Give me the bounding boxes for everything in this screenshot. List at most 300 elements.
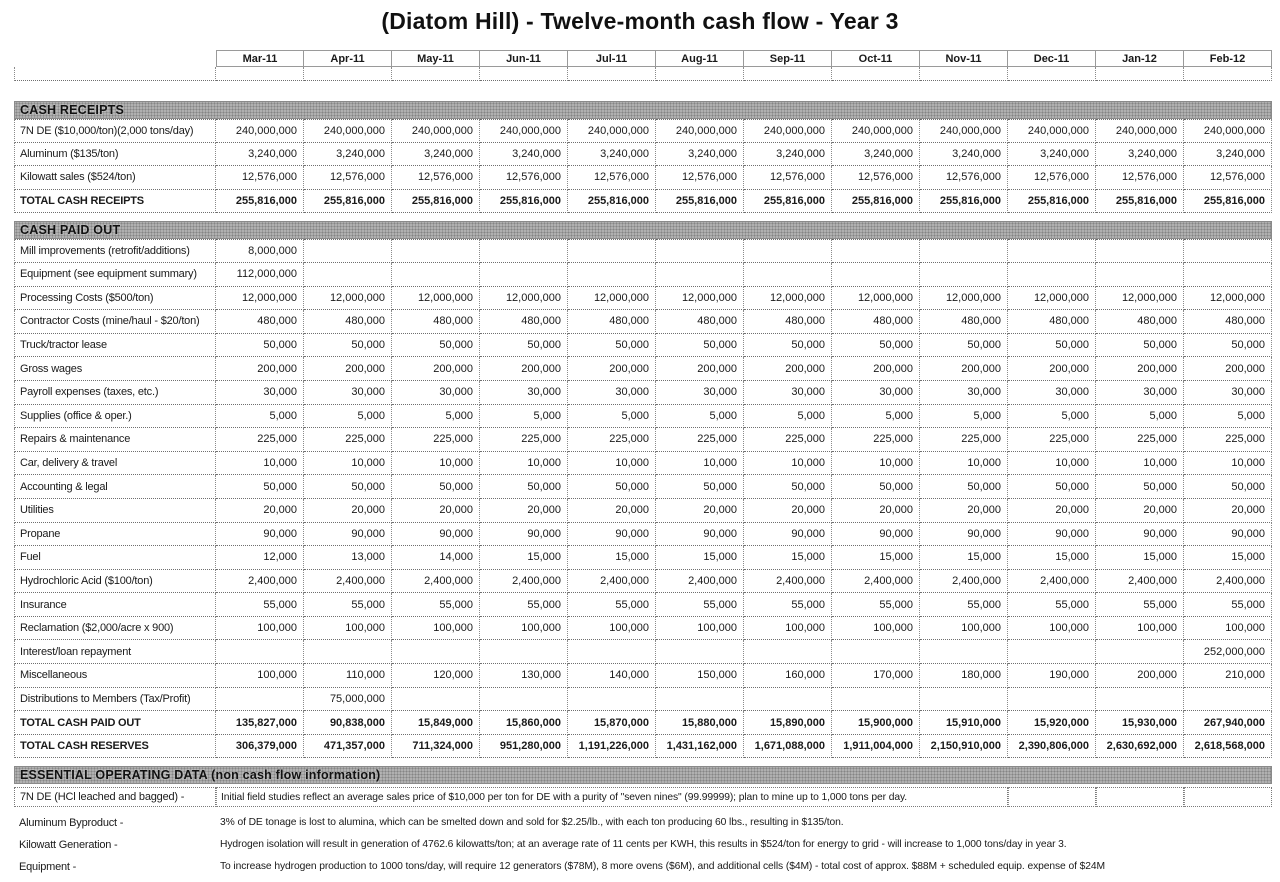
month-header-cell: May-11 [392,50,480,67]
value-cell: 55,000 [920,593,1008,617]
value-cell: 15,880,000 [656,711,744,735]
note-row [14,814,1272,832]
value-cell [216,640,304,664]
value-cell: 90,000 [568,523,656,547]
value-cell: 100,000 [744,617,832,641]
empty-cell [1008,787,1096,807]
section-header-cash-receipts: CASH RECEIPTS [14,101,1272,119]
value-cell: 100,000 [1184,617,1272,641]
value-cell: 2,400,000 [1096,570,1184,594]
value-cell: 50,000 [1184,334,1272,358]
value-cell: 240,000,000 [216,119,304,143]
empty-cell [568,67,656,81]
value-cell: 30,000 [656,381,744,405]
value-cell: 10,000 [1008,452,1096,476]
value-cell: 2,618,568,000 [1184,735,1272,759]
value-cell: 90,838,000 [304,711,392,735]
value-cell [1184,263,1272,287]
row-label: Miscellaneous [14,664,216,688]
table-row [14,617,1272,641]
value-cell: 135,827,000 [216,711,304,735]
empty-cell [744,67,832,81]
value-cell: 200,000 [744,357,832,381]
empty-row [14,67,1272,81]
note-label: Aluminum Byproduct - [19,817,124,830]
section-gap [14,81,1272,101]
table-row [14,546,1272,570]
value-cell: 225,000 [1008,428,1096,452]
value-cell: 10,000 [656,452,744,476]
value-cell [1184,688,1272,712]
value-cell: 240,000,000 [392,119,480,143]
value-cell: 225,000 [480,428,568,452]
value-cell: 55,000 [1008,593,1096,617]
table-row [14,711,1272,735]
value-cell: 200,000 [1184,357,1272,381]
value-cell: 2,400,000 [304,570,392,594]
value-cell: 50,000 [1008,334,1096,358]
value-cell: 90,000 [480,523,568,547]
value-cell: 90,000 [216,523,304,547]
value-cell: 15,900,000 [832,711,920,735]
value-cell [656,239,744,263]
value-cell: 3,240,000 [216,143,304,167]
value-cell: 30,000 [744,381,832,405]
value-cell: 1,911,004,000 [832,735,920,759]
value-cell: 12,000,000 [920,287,1008,311]
value-cell: 15,000 [568,546,656,570]
value-cell: 50,000 [832,334,920,358]
empty-cell [1008,67,1096,81]
value-cell [392,263,480,287]
row-label: TOTAL CASH PAID OUT [14,711,216,735]
value-cell: 2,400,000 [480,570,568,594]
value-cell: 90,000 [1184,523,1272,547]
value-cell: 12,000,000 [1008,287,1096,311]
value-cell: 55,000 [480,593,568,617]
value-cell: 12,576,000 [1184,166,1272,190]
value-cell: 8,000,000 [216,239,304,263]
value-cell: 2,630,692,000 [1096,735,1184,759]
value-cell: 30,000 [216,381,304,405]
value-cell [216,688,304,712]
table-row [14,119,1272,143]
table-row [14,475,1272,499]
value-cell: 3,240,000 [744,143,832,167]
table-row [14,735,1272,759]
value-cell: 240,000,000 [1184,119,1272,143]
value-cell: 30,000 [568,381,656,405]
value-cell: 255,816,000 [568,190,656,214]
value-cell [1096,688,1184,712]
value-cell: 15,860,000 [480,711,568,735]
value-cell: 12,576,000 [1008,166,1096,190]
value-cell [1096,239,1184,263]
value-cell: 20,000 [744,499,832,523]
month-header-cell: Jul-11 [568,50,656,67]
value-cell: 10,000 [920,452,1008,476]
value-cell [832,263,920,287]
value-cell [1008,239,1096,263]
value-cell: 30,000 [832,381,920,405]
value-cell: 471,357,000 [304,735,392,759]
row-label: Kilowatt sales ($524/ton) [14,166,216,190]
value-cell: 10,000 [392,452,480,476]
operating-data-notes [14,787,1272,876]
value-cell: 240,000,000 [1096,119,1184,143]
row-label: Accounting & legal [14,475,216,499]
month-header-cell: Sep-11 [744,50,832,67]
table-row [14,593,1272,617]
value-cell: 2,400,000 [832,570,920,594]
empty-cell [14,67,216,81]
value-cell: 100,000 [656,617,744,641]
spreadsheet [14,50,1272,876]
value-cell: 90,000 [1096,523,1184,547]
value-cell: 255,816,000 [480,190,568,214]
value-cell: 200,000 [832,357,920,381]
value-cell: 30,000 [1184,381,1272,405]
value-cell: 210,000 [1184,664,1272,688]
value-cell: 55,000 [656,593,744,617]
value-cell: 30,000 [392,381,480,405]
value-cell: 2,400,000 [1008,570,1096,594]
value-cell: 55,000 [832,593,920,617]
value-cell: 480,000 [1096,310,1184,334]
value-cell: 5,000 [568,405,656,429]
value-cell: 200,000 [216,357,304,381]
value-cell: 480,000 [568,310,656,334]
month-header-cell: Jan-12 [1096,50,1184,67]
value-cell: 20,000 [832,499,920,523]
row-label: 7N DE ($10,000/ton)(2,000 tons/day) [14,119,216,143]
value-cell: 20,000 [480,499,568,523]
value-cell: 12,576,000 [568,166,656,190]
value-cell: 50,000 [656,475,744,499]
value-cell [832,239,920,263]
empty-cell [304,67,392,81]
note-row [14,787,1272,807]
value-cell: 100,000 [304,617,392,641]
value-cell: 50,000 [304,475,392,499]
value-cell: 200,000 [1008,357,1096,381]
value-cell: 5,000 [1008,405,1096,429]
value-cell: 50,000 [392,334,480,358]
value-cell: 12,000,000 [1184,287,1272,311]
value-cell: 30,000 [480,381,568,405]
value-cell: 240,000,000 [568,119,656,143]
row-label: Interest/loan repayment [14,640,216,664]
value-cell: 1,671,088,000 [744,735,832,759]
value-cell [744,263,832,287]
value-cell: 480,000 [1008,310,1096,334]
value-cell: 5,000 [1096,405,1184,429]
value-cell: 12,576,000 [480,166,568,190]
value-cell: 240,000,000 [656,119,744,143]
value-cell: 20,000 [1096,499,1184,523]
table-row [14,452,1272,476]
value-cell: 90,000 [920,523,1008,547]
value-cell: 10,000 [744,452,832,476]
value-cell: 5,000 [480,405,568,429]
value-cell: 10,000 [832,452,920,476]
value-cell: 200,000 [1096,357,1184,381]
value-cell: 2,400,000 [216,570,304,594]
empty-cell [920,67,1008,81]
value-cell [1008,640,1096,664]
value-cell [1096,263,1184,287]
value-cell: 90,000 [832,523,920,547]
value-cell: 15,000 [920,546,1008,570]
value-cell: 5,000 [216,405,304,429]
value-cell: 15,000 [1184,546,1272,570]
value-cell [480,239,568,263]
section-gap [14,758,1272,766]
month-headers [216,50,1272,67]
value-cell: 5,000 [744,405,832,429]
value-cell: 225,000 [744,428,832,452]
table-row [14,428,1272,452]
value-cell: 3,240,000 [392,143,480,167]
value-cell: 2,400,000 [744,570,832,594]
value-cell: 2,400,000 [656,570,744,594]
value-cell: 140,000 [568,664,656,688]
value-cell: 20,000 [216,499,304,523]
row-label: Truck/tractor lease [14,334,216,358]
value-cell: 12,000,000 [744,287,832,311]
value-cell: 480,000 [392,310,480,334]
value-cell: 50,000 [1184,475,1272,499]
value-cell [656,688,744,712]
value-cell [304,239,392,263]
value-cell: 100,000 [568,617,656,641]
month-header-cell: Nov-11 [920,50,1008,67]
value-cell: 100,000 [216,664,304,688]
value-cell: 10,000 [1184,452,1272,476]
value-cell: 55,000 [392,593,480,617]
value-cell: 711,324,000 [392,735,480,759]
value-cell: 15,000 [1096,546,1184,570]
row-label: Aluminum ($135/ton) [14,143,216,167]
value-cell: 225,000 [304,428,392,452]
value-cell: 50,000 [832,475,920,499]
value-cell: 90,000 [304,523,392,547]
row-label: TOTAL CASH RECEIPTS [14,190,216,214]
value-cell: 2,400,000 [1184,570,1272,594]
value-cell: 15,920,000 [1008,711,1096,735]
month-header-cell: Jun-11 [480,50,568,67]
value-cell: 55,000 [1184,593,1272,617]
value-cell [920,688,1008,712]
value-cell: 20,000 [656,499,744,523]
value-cell: 170,000 [832,664,920,688]
value-cell: 12,576,000 [920,166,1008,190]
row-label: Processing Costs ($500/ton) [14,287,216,311]
month-header-cell: Dec-11 [1008,50,1096,67]
value-cell [392,688,480,712]
value-cell [304,640,392,664]
value-cell: 225,000 [920,428,1008,452]
value-cell: 15,000 [656,546,744,570]
table-row [14,166,1272,190]
value-cell [568,239,656,263]
value-cell [392,640,480,664]
value-cell: 240,000,000 [1008,119,1096,143]
value-cell: 100,000 [480,617,568,641]
month-header-row [14,50,1272,67]
value-cell [568,688,656,712]
value-cell: 55,000 [568,593,656,617]
value-cell: 55,000 [1096,593,1184,617]
value-cell: 12,000,000 [1096,287,1184,311]
value-cell: 480,000 [744,310,832,334]
empty-cell [1184,67,1272,81]
value-cell: 12,576,000 [656,166,744,190]
value-cell: 20,000 [920,499,1008,523]
value-cell: 15,000 [744,546,832,570]
value-cell: 255,816,000 [656,190,744,214]
value-cell: 240,000,000 [920,119,1008,143]
value-cell: 951,280,000 [480,735,568,759]
value-cell: 240,000,000 [480,119,568,143]
value-cell: 100,000 [1008,617,1096,641]
value-cell [744,640,832,664]
value-cell: 12,576,000 [216,166,304,190]
value-cell: 15,870,000 [568,711,656,735]
value-cell: 100,000 [920,617,1008,641]
value-cell [1008,263,1096,287]
table-row [14,664,1272,688]
value-cell: 255,816,000 [1184,190,1272,214]
value-cell: 3,240,000 [832,143,920,167]
value-cell [832,640,920,664]
value-cell: 3,240,000 [480,143,568,167]
row-label: Contractor Costs (mine/haul - $20/ton) [14,310,216,334]
value-cell: 12,000,000 [216,287,304,311]
empty-cell [1184,787,1272,807]
value-cell: 55,000 [744,593,832,617]
value-cell: 2,390,806,000 [1008,735,1096,759]
value-cell: 480,000 [216,310,304,334]
value-cell: 160,000 [744,664,832,688]
value-cell [480,263,568,287]
table-row [14,688,1272,712]
value-cell: 200,000 [480,357,568,381]
value-cell: 15,910,000 [920,711,1008,735]
value-cell: 50,000 [216,334,304,358]
page-title: (Diatom Hill) - Twelve-month cash flow - Year 3 [381,8,899,34]
value-cell: 5,000 [656,405,744,429]
value-cell: 100,000 [392,617,480,641]
value-cell: 90,000 [1008,523,1096,547]
value-cell: 90,000 [656,523,744,547]
value-cell: 120,000 [392,664,480,688]
value-cell: 90,000 [744,523,832,547]
value-cell: 255,816,000 [744,190,832,214]
value-cell: 150,000 [656,664,744,688]
value-cell: 5,000 [920,405,1008,429]
table-row [14,263,1272,287]
value-cell: 50,000 [568,475,656,499]
value-cell [744,239,832,263]
note-text: Initial field studies reflect an average sales price of $10,000 per ton for DE with a purity of "seven nines" (99.99999); plan to mine up to 1,000 tons per day. [216,787,1008,807]
value-cell: 12,576,000 [832,166,920,190]
value-cell: 50,000 [656,334,744,358]
table-row [14,357,1272,381]
value-cell [304,263,392,287]
table-row [14,381,1272,405]
empty-cell [216,67,304,81]
note-text: Hydrogen isolation will result in generation of 4762.6 kilowatts/ton; at an average rate of 11 cents per KWH, this results in $524/ton for energy to grid - will increase to 1,000 tons/day in year 3. [220,839,1067,851]
value-cell: 12,000,000 [392,287,480,311]
table-row [14,570,1272,594]
value-cell: 50,000 [304,334,392,358]
value-cell: 255,816,000 [832,190,920,214]
value-cell: 10,000 [568,452,656,476]
value-cell: 255,816,000 [392,190,480,214]
value-cell [920,239,1008,263]
value-cell: 2,400,000 [568,570,656,594]
value-cell: 240,000,000 [832,119,920,143]
value-cell: 12,576,000 [1096,166,1184,190]
value-cell: 20,000 [304,499,392,523]
value-cell: 100,000 [832,617,920,641]
month-header-cell: Mar-11 [216,50,304,67]
value-cell: 5,000 [392,405,480,429]
value-cell: 200,000 [656,357,744,381]
value-cell: 12,000 [216,546,304,570]
value-cell: 50,000 [392,475,480,499]
row-label: Repairs & maintenance [14,428,216,452]
value-cell [568,640,656,664]
table-row [14,287,1272,311]
value-cell: 3,240,000 [1096,143,1184,167]
value-cell: 10,000 [216,452,304,476]
value-cell: 480,000 [832,310,920,334]
month-header-cell: Aug-11 [656,50,744,67]
value-cell: 50,000 [480,475,568,499]
value-cell [480,688,568,712]
value-cell: 255,816,000 [304,190,392,214]
row-label: Supplies (office & oper.) [14,405,216,429]
value-cell [480,640,568,664]
value-cell: 30,000 [1008,381,1096,405]
value-cell: 10,000 [480,452,568,476]
value-cell: 480,000 [480,310,568,334]
value-cell: 13,000 [304,546,392,570]
value-cell: 2,400,000 [392,570,480,594]
value-cell: 1,191,226,000 [568,735,656,759]
value-cell: 225,000 [568,428,656,452]
value-cell: 30,000 [304,381,392,405]
value-cell: 2,150,910,000 [920,735,1008,759]
value-cell [832,688,920,712]
value-cell: 252,000,000 [1184,640,1272,664]
value-cell: 50,000 [568,334,656,358]
value-cell: 267,940,000 [1184,711,1272,735]
value-cell: 200,000 [392,357,480,381]
value-cell: 110,000 [304,664,392,688]
value-cell: 15,000 [480,546,568,570]
value-cell: 200,000 [568,357,656,381]
value-cell: 480,000 [920,310,1008,334]
value-cell: 30,000 [1096,381,1184,405]
value-cell: 50,000 [1096,475,1184,499]
table-row [14,239,1272,263]
value-cell: 255,816,000 [216,190,304,214]
value-cell: 100,000 [216,617,304,641]
value-cell: 50,000 [1096,334,1184,358]
